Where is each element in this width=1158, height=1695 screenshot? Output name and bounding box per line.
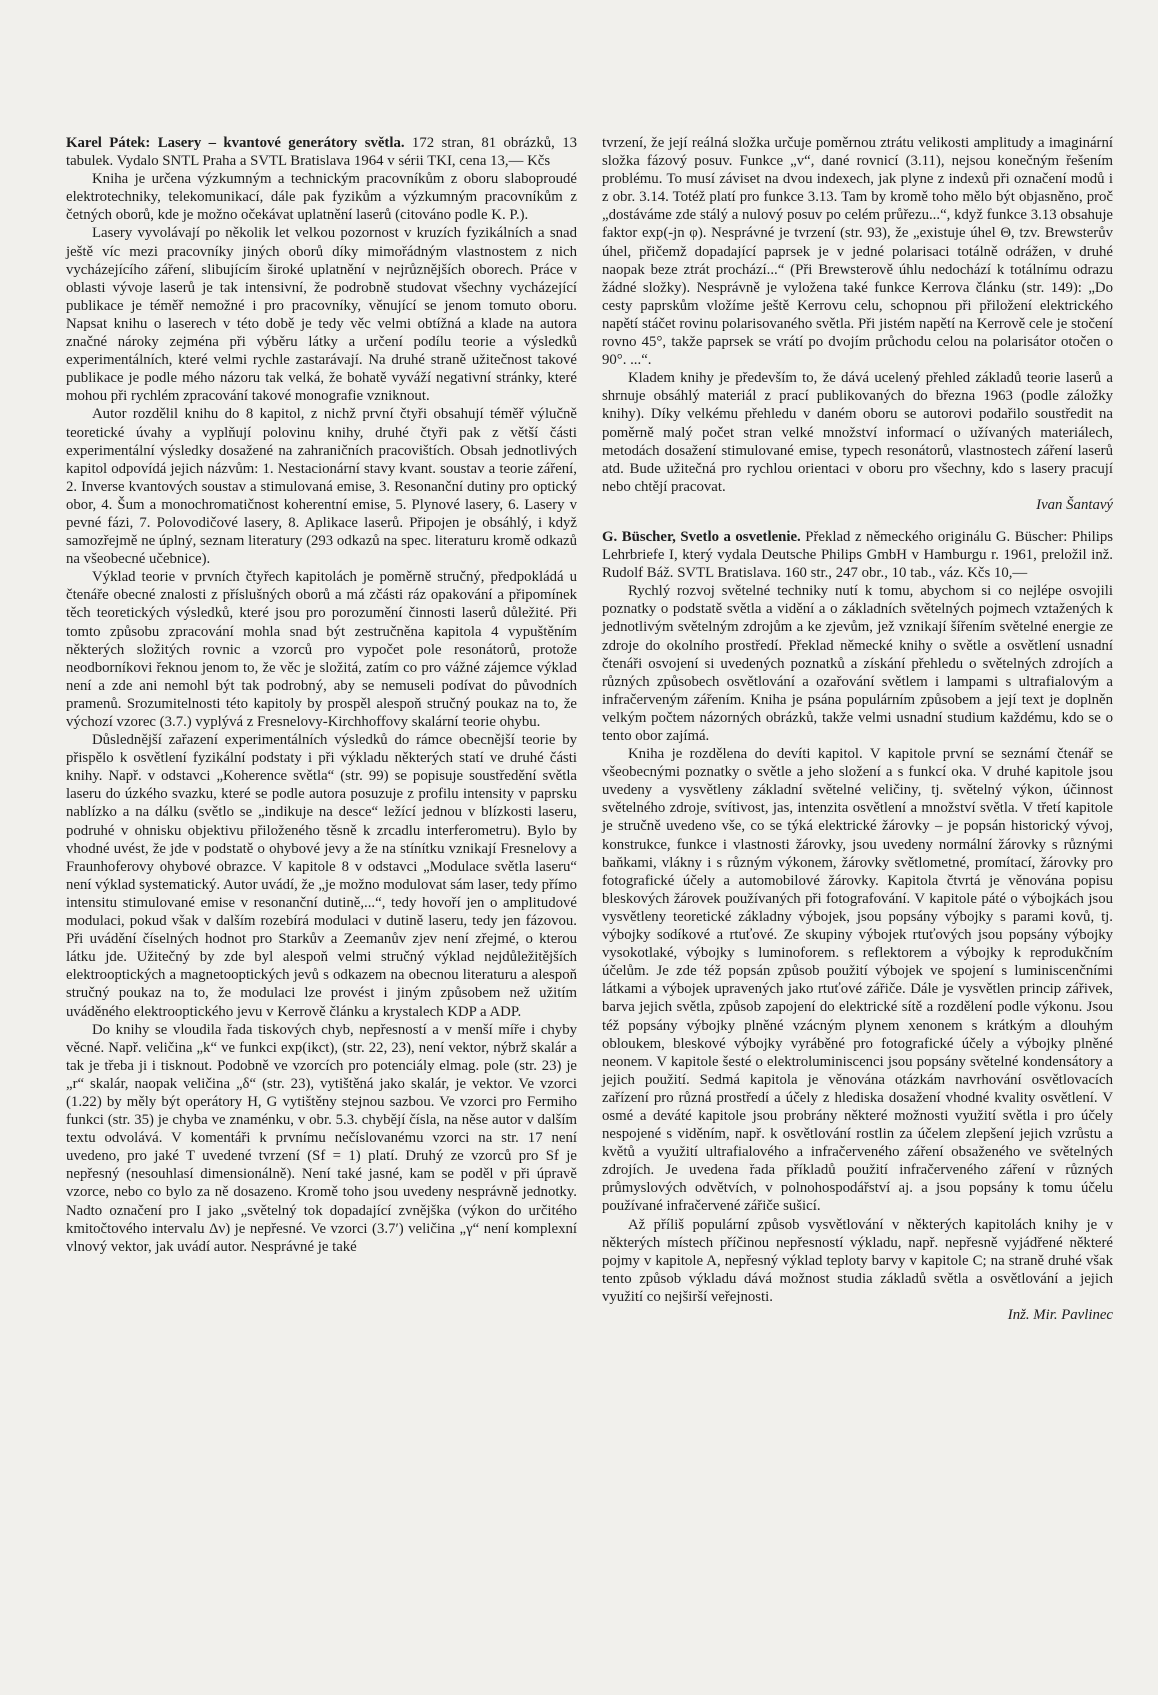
review-signature: Ivan Šantavý [1036,496,1113,513]
review-title: Karel Pátek: Lasery – kvantové generátory světla. [66,135,405,151]
left-column [66,134,577,1256]
paragraph: Rychlý rozvoj světelné techniky nutí k tomu, abychom si co nejlépe osvojili poznatky o podstatě světla a vidění a o základních světelných pojmech vztažených k jednotlivým světelným zdrojům a ke zjevům, jež vznikají šířením světelné energie ze zdroje do okolního prostředí. Překlad německé knihy o světle a osvětlení usnadní čtenáři osvojení si uvedených poznatků a získání přehledu o světelných zdrojích a různých způsobech osvětlování a ozařování světlem i lampami s ultrafialovým a infračerveným zářením. Kniha je psána populárním způsobem a její text je doplněn velkým počtem názorných obrázků, takže velmi usnadní studium každému, kdo se o tento obor zajímá. [602,583,1113,744]
review-signature: Inž. Mir. Pavlinec [1007,1307,1113,1323]
paragraph: Autor rozdělil knihu do 8 kapitol, z nichž první čtyři obsahují téměř výlučně teoretické úvahy a vyplňují polovinu knihy, druhé čtyři pak z větší části experimentální výsledky dosažené na zahraničních pracovištích. Obsah jednotlivých kapitol odpovídá jejich názvům: 1. Nestacionární stavy kvant. soustav a teorie záření, 2. Inverse kvantových soustav a stimulovaná emise, 3. Resonanční dutiny pro optický obor, 4. Šum a monochromatičnost koherentní emise, 5. Plynové lasery, 6. Lasery v pevné fázi, 7. Polovodičové lasery, 8. Aplikace laserů. Připojen je obsáhlý, i když samozřejmě ne úplný, seznam literatury (293 odkazů na spec. literaturu kromě odkazů na všeobecné učebnice). [66,406,577,568]
paragraph: Důslednější zařazení experimentálních výsledků do rámce obecnější teorie by přispělo k osvětlení fyzikální podstaty i při výkladu některých statí ve druhé části knihy. Např. v odstavci „Koherence světla“ (str. 99) se popisuje soustředění světla laseru do úzkého svazku, které se podle autora posuzuje z profilu intensity v paprsku nablízko a na dálku (světlo se „indikuje na desce“ ležící jednou v blízkosti laseru, podruhé v ohnisku objektivu přiloženého těsně k zrcadlu interferometru). Bylo by vhodné uvést, že jde v podstatě o ohybové jevy a že na stínítku vznikají Fresnelovy a Fraunhoferovy ohybové obrazce. V kapitole 8 v odstavci „Modulace světla laseru“ není výklad systematický. Autor uvádí, že „je možno modulovat sám laser, tedy přímo intensitu stimulované emise v resonanční dutině,...“, tedy hovoří jen o amplitudové modulaci, pokud však v dalším rozebírá modulaci v dutině laseru, tedy jen fázovou. Při uvádění číselných hodnot pro Starkův a Zeemanův zjev není zřejmé, o kterou látku jde. Užitečný by zde byl alespoň velmi stručný výklad nejdůležitějších elektrooptických a magnetooptických jevů s odkazem na obecnou literaturu a alespoň stručný poukaz na to, že modulaci lze provést i jiným způsobem než užitím uváděného elektrooptického jevu v Kerrově článku a krystalech KDP a ADP. [66,732,578,1020]
paragraph: Kniha je určena výzkumným a technickým pracovníkům z oboru slaboproudé elektrotechniky, telekomunikací, dále pak fyzikům a výzkumným pracovníkům z četných oborů, kde je možno očekávat uplatnění laserů (citováno podle K. P.). [66,171,577,224]
review-title: G. Büscher, Svetlo a osvetlenie. [602,528,801,545]
review-header [66,134,577,170]
right-column [602,134,1113,1324]
review-separator [602,514,1113,528]
paragraph: Až příliš populární způsob vysvětlování v některých kapitolách knihy je v některých místech příčinou nepřesností výkladu, např. nepřesně vyjádřené některé pojmy v kapitole A, nepřesný výklad teploty barvy v kapitole C; na straně druhé však tento způsob výkladu dává možnost studia základů světla a osvětlování a jejich využití co nejširší veřejnosti. [602,1216,1113,1305]
review-header [602,528,1113,582]
review-bibliography: 172 stran, 81 obrázků, 13 tabulek. Vydalo SNTL Praha a SVTL Bratislava 1964 v sérii TKI, cena 13,— Kčs [66,135,577,170]
paragraph: Kladem knihy je především to, že dává ucelený přehled základů teorie laserů a shrnuje obsáhlý materiál z prací publikovaných do března 1963 (podle záložky knihy). Díky velkému přehledu v daném oboru se autorovi podařilo soustředit na poměrně malý počet stran velké množství informací o užívaných materiálech, metodách dosažení stimulované emise, typech resonátorů, vlastnostech záření laserů atd. Bude užitečná pro rychlou orientaci v oboru pro všechny, kdo s lasery pracují nebo chtějí pracovat. [602,370,1113,495]
paragraph: tvrzení, že její reálná složka určuje poměrnou ztrátu velikosti amplitudy a imaginární složka fázový posuv. Funkce „v“, dané rovnicí (3.11), nejsou konečným řešením problému. To musí záviset na dvou indexech, jak plyne z indexů při označení modů i z obr. 3.14. Totéž platí pro funkce 3.13. Tam by kromě toho mělo být objasněno, proč „dostáváme zde stálý a nulový posuv po celém průřezu...“, když funkce 3.13 obsahuje faktor exp(-jn φ). Nesprávné je tvrzení (str. 93), že „existuje úhel Θ, tzv. Brewsterův úhel, přičemž dopadající paprsek je v jedné polarisaci totálně odrážen, v druhé naopak beze ztrát prochází...“ (Při Brewsterově úhlu nedochází k totálnímu odrazu žádné složky). Nesprávně je vyložena také funkce Kerrova článku (str. 149): „Do cesty paprskům vložíme ještě Kerrovu celu, schopnou při přiložení elektrického napětí stáčet rovinu polarisovaného světla. Při jistém napětí na Kerrově cele je stočení rovno 45°, takže paprsek se vrátí po dvojím průchodu celou na polarisátor otočen o 90°. ...“. [602,135,1113,369]
paragraph: Do knihy se vloudila řada tiskových chyb, nepřesností a v menší míře i chyby věcné. Např. veličina „k“ ve funkci exp(ikct), (str. 22, 23), není vektor, nýbrž skalár a tak je třeba ji i tisknout. Podobně ve vzorcích pro potenciály elmag. pole (str. 23) je „r“ skalár, naopak veličina „δ“ (str. 23), vytištěná jako skalár, je vektor. Ve vzorci (1.22) by měly být operátory H, G vytištěny stejnou sazbou. Ve vzorci pro Fermiho funkci (str. 35) je chyba ve znaménku, v obr. 5.3. chybějí čísla, na něse autor v dalším textu odvolává. V komentáři k prvnímu nečíslovanému vzorci na str. 17 není uvedeno, pro jaké T uvedené tvrzení (Sf = 1) platí. Druhý ze vzorců pro Sf je nepřesný (nesouhlasí dimensionálně). Není také jasné, kam se poděl ν při úpravě vzorce, nebo co bylo za ně dosazeno. Kromě toho jsou uvedeny nesprávně jednotky. Nadto označení pro I jako „světelný tok dopadající zvnějška (výkon do určitého kmitočtového intervalu Δν) je nepřesné. Ve vzorci (3.7′) veličina „γ“ není komplexní vlnový vektor, jak uvádí autor. Nesprávné je také [66,1021,577,1255]
review-bibliography: Překlad z německého originálu G. Büscher: Philips Lehrbriefe I, který vydala Deutsche Philips GmbH v Hamburgu r. 1961, preložil inž. Rudolf Báž. SVTL Bratislava. 160 str., 247 obr., 10 tab., váz. Kčs 10,— [602,528,1113,582]
paragraph: Výklad teorie v prvních čtyřech kapitolách je poměrně stručný, předpokládá u čtenáře obecné znalosti z příslušných oborů a má zčásti ráz opakování a připomínek těch teoretických výsledků, které jsou pro porozumění činnosti laserů důležité. Při tomto způsobu zpracování mohla snad být zestručněna kapitola 4 vypuštěním některých složitých rovnic a vzorců pro vypočet pole resonátorů, protože neodborníkovi řeknou jenom to, že věc je složitá, zatím co pro vážné zájemce výklad není a zde ani nemohl být tak podrobný, aby se nemuseli podívat do původních pramenů. Srozumitelnosti této kapitoly by prospěl alespoň stručný poukaz na to, že výchozí vzorec (3.7.) vyplývá z Fresnelovy-Kirchhoffovy skalární teorie ohybu. [66,569,577,730]
paragraph: Lasery vyvolávají po několik let velkou pozornost v kruzích fyzikálních a snad ještě víc mezi pracovníky jiných oborů díky mimořádným vlastnostem z nich vycházejícího záření, slibujícím široké uplatnění v nejrůznějších oborech. Práce v oblasti vývoje laserů je tak intensivní, že podrobně studovat všechny vycházející publikace je téměř nemožné i pro pracovníky, věnující se jenom tomuto oboru. Napsat knihu o laserech v této době je tedy věc velmi obtížná a klade na autora značné nároky zejména při výběru látky a určení podílu teorie a výsledků experimentálních, které velmi rychle zastarávají. Na druhé straně užitečnost takové publikace je podle mého názoru tak velká, že bohatě vyváží negativní stránky, které mohou při rychlém zpracování takové monografie vzniknout. [66,225,577,405]
paragraph: Kniha je rozdělena do devíti kapitol. V kapitole první se seznámí čtenář se všeobecnými poznatky o světle a jeho složení a s funkcí oka. V druhé kapitole jsou uvedeny a vysvětleny základní světelné veličiny, tj. světelný výkon, účinnost světelného zdroje, svítivost, jas, intenzita osvětlení a množství světla. V třetí kapitole je stručně uvedeno vše, co se týká elektrické žárovky – je popsán historický vývoj, konstrukce, funkce i vlastnosti žárovky, jsou uvedeny normální žárovky s různými baňkami, vlákny i s různým výkonem, žárovky světlometné, promítací, žárovky pro fotografické účely a automobilové žárovky. Kapitola čtvrtá je věnována popisu bleskových žárovek používaných při fotografování. V kapitole páté o výbojkách jsou vysvětleny teoretické základny výbojek, jsou popsány výbojky s parami kovů, tj. výbojky sodíkové a rtuťové. Ze skupiny výbojek rtuťových jsou popsány výbojky vysokotlaké, výbojky s luminoforem. s reflektorem a výbojky k reprodukčním účelům. Je zde též popsán způsob použití výbojek ve spojení s luminiscenčními látkami a výbojek upravených jako rtuťové zářiče. Dále je vysvětlen princip zářivek, barva jejich světla, způsob zapojení do elektrické sítě a rozdělení podle výkonu. Jsou též popsány výbojky plněné vzácným plynem xenonem s krátkým a dlouhým obloukem, bleskové výbojky vyráběné pro fotografické účely a výbojky plněné neonem. V kapitole šesté o elektroluminiscenci jsou popsány světelné kondensátory a jejich použití. Sedmá kapitola je věnována otázkám navrhování osvětlovacích zařízení pro různá prostředí a účely z hlediska dosažení vhodné kvality osvětlení. V osmé a deváté kapitole jsou probrány některé možnosti využití světla i pro účely nespojené s viděním, např. k osvětlování rostlin za účelem zlepšení jejich vzrůstu a květů a využití ultrafialového a infračerveného záření obsaženého ve světelných zdrojích. Je uvedena řada příkladů použití infračerveného záření v různých průmyslových odvětvích, v polnohospodářství aj. a jsou popsány k tomu účelu používané infračervené zářiče sušicí. [602,746,1113,1215]
